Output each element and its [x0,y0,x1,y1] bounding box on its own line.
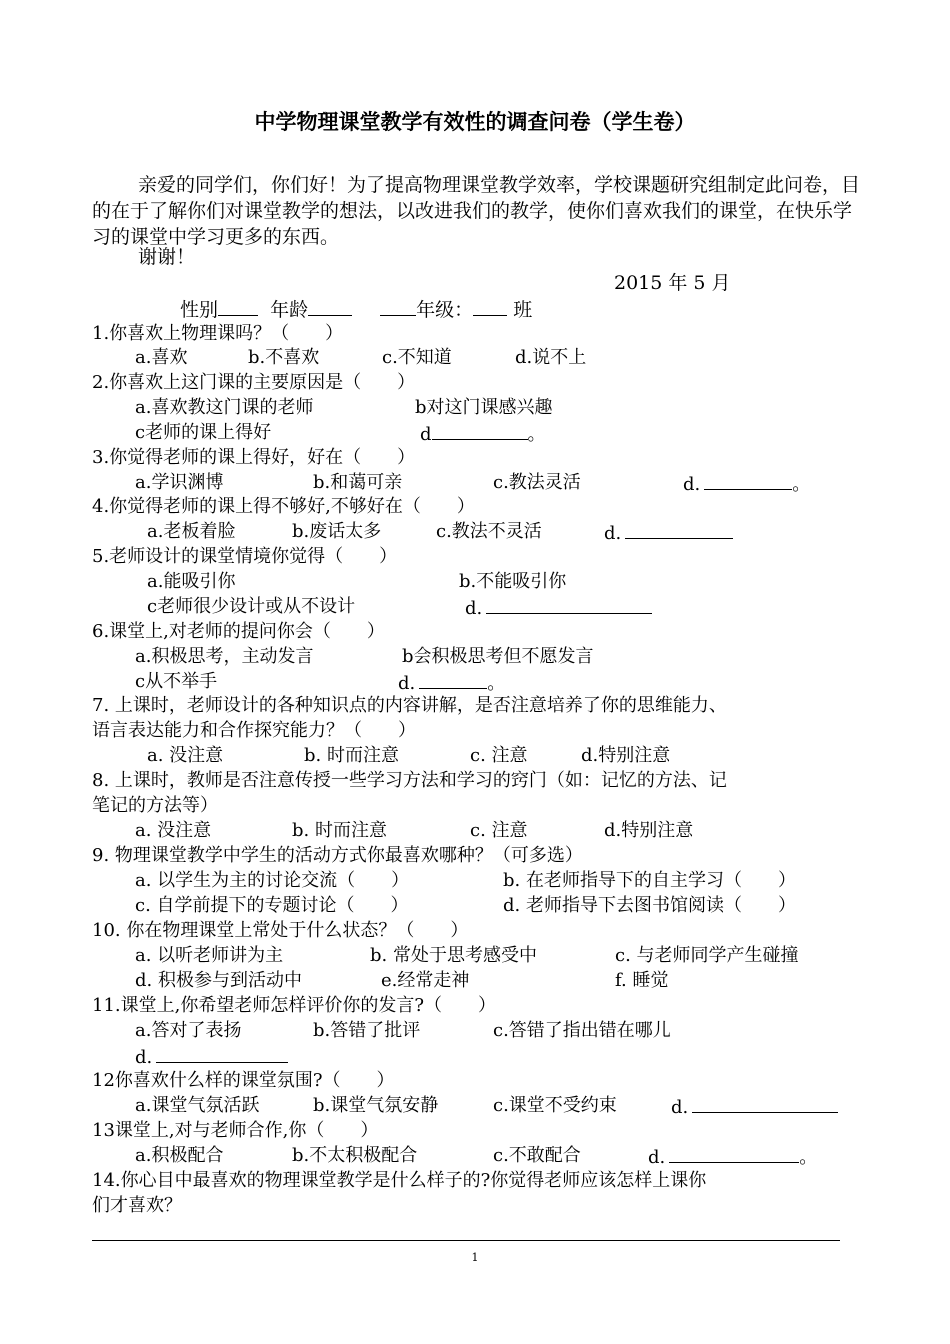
q10-option-e[interactable]: e.经常走神 [381,970,470,991]
q12-option-d-blank[interactable] [692,1094,838,1113]
question-13: 13课堂上,对与老师合作,你（ ） [92,1120,379,1141]
q13-option-d-end: 。 [799,1147,818,1168]
question-12: 12你喜欢什么样的课堂氛围?（ ） [92,1070,395,1091]
age-field[interactable] [308,297,352,316]
page-number: 1 [471,1251,479,1264]
question-8-line-1: 8. 上课时，教师是否注意传授一些学习方法和学习的窍门（如：记忆的方法、记 [92,770,727,791]
q5-option-a[interactable]: a.能吸引你 [147,571,236,592]
q11-option-c[interactable]: c.答错了指出错在哪儿 [493,1020,671,1041]
q10-option-b[interactable]: b. 常处于思考感受中 [370,945,537,966]
q9-option-c[interactable]: c. 自学前提下的专题讨论（ ） [135,895,409,916]
q13-option-c[interactable]: c.不敢配合 [493,1145,581,1166]
q12-option-d[interactable] [671,1094,838,1120]
q7-option-a[interactable]: a. 没注意 [147,745,224,766]
q3-option-d-end: 。 [792,474,811,495]
q8-option-b[interactable]: b. 时而注意 [292,820,387,841]
q8-option-d[interactable]: d.特别注意 [604,820,694,841]
thanks-text: 谢谢！ [138,246,196,268]
q12-option-c[interactable]: c.课堂不受约束 [493,1095,617,1116]
q5-option-c[interactable]: c老师很少设计或从不设计 [147,596,356,617]
question-14-line-1: 14.你心目中最喜欢的物理课堂教学是什么样子的?你觉得老师应该怎样上课你 [92,1170,707,1191]
q6-option-b[interactable]: b会积极思考但不愿发言 [402,646,594,667]
q2-option-d-label: d [420,424,432,445]
q3-option-c[interactable]: c.教法灵活 [493,472,581,493]
q5-option-d-label: d. [465,598,483,619]
question-10: 10. 你在物理课堂上常处于什么状态？（ ） [92,920,469,941]
q6-option-d-label: d. [398,673,416,694]
q9-option-b[interactable]: b. 在老师指导下的自主学习（ ） [503,870,796,891]
question-2: 2.你喜欢上这门课的主要原因是（ ） [92,372,416,393]
q6-option-a[interactable]: a.积极思考，主动发言 [135,646,314,667]
class-field[interactable] [473,297,507,316]
q10-option-a[interactable]: a. 以听老师讲为主 [135,945,284,966]
q1-option-c[interactable]: c.不知道 [382,347,452,368]
q4-option-d[interactable] [604,520,733,546]
q1-option-a[interactable]: a.喜欢 [135,347,188,368]
q13-option-d-label: d. [648,1147,666,1168]
q4-option-c[interactable]: c.教法不灵活 [436,521,542,542]
q13-option-a[interactable]: a.积极配合 [135,1145,224,1166]
q2-option-c[interactable]: c老师的课上得好 [135,422,272,443]
q3-option-a[interactable]: a.学识渊博 [135,472,224,493]
date-text: 2015 年 5 月 [614,272,731,294]
q2-option-b[interactable]: b对这门课感兴趣 [415,397,553,418]
q1-option-d[interactable]: d.说不上 [515,347,587,368]
q4-option-d-label: d. [604,523,622,544]
q5-option-b[interactable]: b.不能吸引你 [459,571,567,592]
gender-label: 性别 [180,299,219,321]
q13-option-d[interactable] [648,1144,817,1170]
q11-option-d-label: d. [135,1047,153,1068]
q13-option-b[interactable]: b.不太积极配合 [292,1145,418,1166]
q5-option-d[interactable] [465,595,652,621]
question-7-line-1: 7. 上课时，老师设计的各种知识点的内容讲解，是否注意培养了你的思维能力、 [92,695,727,716]
intro-paragraph: 亲爱的同学们，你们好！为了提高物理课堂教学效率，学校课题研究组制定此问卷，目的在于了解你们对课堂教学的想法，以改进我们的教学，使你们喜欢我们的课堂，在快乐学习的课堂中学习更多的东西。 [92,174,861,248]
q11-option-d[interactable] [135,1044,288,1070]
q4-option-d-blank[interactable] [625,520,733,539]
question-14-line-2: 们才喜欢？ [92,1195,182,1216]
q6-option-d-blank[interactable] [419,670,487,689]
q10-option-f[interactable]: f. 睡觉 [615,970,669,991]
grade-field[interactable] [380,297,416,316]
q9-option-d[interactable]: d. 老师指导下去图书馆阅读（ ） [503,895,796,916]
age-label: 年龄 [270,299,309,321]
q3-option-b[interactable]: b.和蔼可亲 [313,472,403,493]
q7-option-d[interactable]: d.特别注意 [581,745,671,766]
q2-option-d-end: 。 [527,424,546,445]
q13-option-d-blank[interactable] [669,1144,799,1163]
question-11: 11.课堂上,你希望老师怎样评价你的发言?（ ） [92,995,496,1016]
q8-option-a[interactable]: a. 没注意 [135,820,212,841]
q11-option-a[interactable]: a.答对了表扬 [135,1020,242,1041]
q2-option-a[interactable]: a.喜欢教这门课的老师 [135,397,314,418]
q8-option-c[interactable]: c. 注意 [470,820,528,841]
q9-option-a[interactable]: a. 以学生为主的讨论交流（ ） [135,870,410,891]
student-info-line [180,297,532,322]
grade-label: 年级： [416,299,474,321]
q2-option-d[interactable] [420,421,546,447]
q3-option-d-blank[interactable] [704,471,792,490]
question-9: 9. 物理课堂教学中学生的活动方式你最喜欢哪种？（可多选） [92,845,583,866]
q4-option-b[interactable]: b.废话太多 [292,521,382,542]
q7-option-b[interactable]: b. 时而注意 [304,745,399,766]
q12-option-b[interactable]: b.课堂气氛安静 [313,1095,439,1116]
q2-option-d-blank[interactable] [432,421,528,440]
class-label: 班 [513,299,533,321]
q4-option-a[interactable]: a.老板着脸 [147,521,236,542]
q6-option-d-end: 。 [487,673,506,694]
q3-option-d[interactable] [683,471,810,497]
q5-option-d-blank[interactable] [486,595,652,614]
q7-option-c[interactable]: c. 注意 [470,745,528,766]
q12-option-a[interactable]: a.课堂气氛活跃 [135,1095,260,1116]
q3-option-d-label: d. [683,474,701,495]
question-7-line-2: 语言表达能力和合作探究能力？（ ） [92,720,416,741]
question-6: 6.课堂上,对老师的提问你会（ ） [92,621,385,642]
footer-divider [92,1240,840,1241]
gender-field[interactable] [218,297,258,316]
q12-option-d-label: d. [671,1097,689,1118]
question-1: 1.你喜欢上物理课吗？（ ） [92,323,344,344]
q11-option-b[interactable]: b.答错了批评 [313,1020,421,1041]
document-title: 中学物理课堂教学有效性的调查问卷（学生卷） [254,110,696,134]
question-4: 4.你觉得老师的课上得不够好,不够好在（ ） [92,496,475,517]
q10-option-c[interactable]: c. 与老师同学产生碰撞 [615,945,799,966]
q11-option-d-blank[interactable] [156,1044,288,1063]
question-3: 3.你觉得老师的课上得好，好在（ ） [92,447,416,468]
q6-option-d[interactable] [398,670,505,696]
question-8-line-2: 笔记的方法等） [92,795,218,816]
q10-option-d[interactable]: d. 积极参与到活动中 [135,970,302,991]
q6-option-c[interactable]: c从不举手 [135,671,218,692]
q1-option-b[interactable]: b.不喜欢 [248,347,320,368]
question-5: 5.老师设计的课堂情境你觉得（ ） [92,546,398,567]
